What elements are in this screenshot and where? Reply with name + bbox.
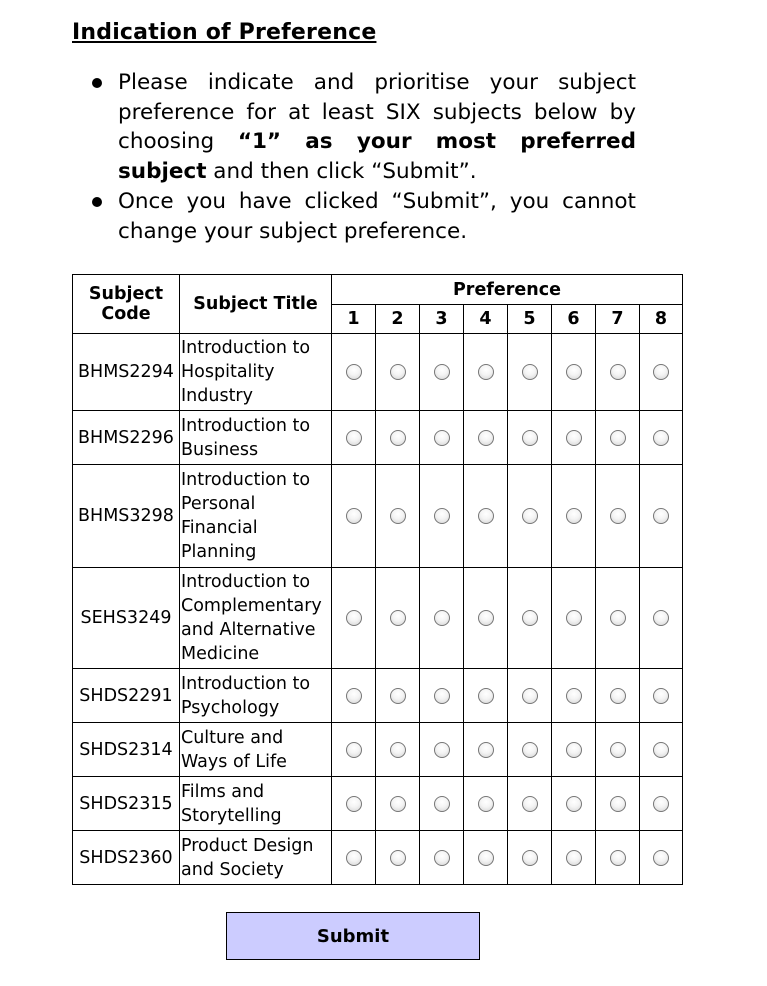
preference-cell [508,334,552,411]
preference-radio-8[interactable] [653,850,669,866]
table-row [73,465,683,568]
preference-cell [508,723,552,777]
preference-radio-3[interactable] [434,742,450,758]
preference-level-3: 3 [420,305,464,334]
instruction-1-emphasis: “1” as your most preferred subject [118,129,636,185]
preference-cell [464,334,508,411]
subject-title: Films and Storytelling [180,777,332,831]
preference-radio-6[interactable] [566,688,582,704]
preference-radio-7[interactable] [610,688,626,704]
preference-cell [332,723,376,777]
preference-radio-5[interactable] [522,850,538,866]
preference-radio-6[interactable] [566,430,582,446]
subject-code: SHDS2360 [73,831,180,885]
subject-title: Introduction to Personal Financial Planning [180,465,332,568]
table-row [73,723,683,777]
preference-cell [596,777,640,831]
subject-code: SHDS2291 [73,669,180,723]
preference-cell [376,411,420,465]
preference-radio-5[interactable] [522,796,538,812]
preference-radio-1[interactable] [346,688,362,704]
preference-radio-8[interactable] [653,796,669,812]
preference-radio-8[interactable] [653,688,669,704]
preference-radio-2[interactable] [390,430,406,446]
preference-radio-5[interactable] [522,688,538,704]
subject-title: Introduction to Business [180,411,332,465]
preference-radio-4[interactable] [478,508,494,524]
preference-cell [420,723,464,777]
preference-cell [420,411,464,465]
preference-cell [464,777,508,831]
preference-radio-8[interactable] [653,430,669,446]
subject-code: BHMS2294 [73,334,180,411]
preference-cell [552,465,596,568]
preference-cell [332,777,376,831]
table-body [73,334,683,885]
preference-cell [508,669,552,723]
preference-cell [640,669,683,723]
preference-radio-3[interactable] [434,850,450,866]
header-subject-code: Subject Code [73,275,180,334]
preference-cell [596,723,640,777]
submit-button[interactable]: Submit [226,912,480,960]
subject-code: BHMS2296 [73,411,180,465]
preference-radio-4[interactable] [478,610,494,626]
preference-cell [552,411,596,465]
subject-title: Introduction to Complementary and Alternative Medicine [180,568,332,669]
subject-title: Culture and Ways of Life [180,723,332,777]
preference-radio-2[interactable] [390,742,406,758]
header-subject-title: Subject Title [180,275,332,334]
header-preference: Preference [332,275,683,305]
preference-cell [332,334,376,411]
preference-level-2: 2 [376,305,420,334]
preference-radio-6[interactable] [566,850,582,866]
preference-radio-2[interactable] [390,508,406,524]
instruction-2-text: Once you have clicked “Submit”, you cannot change your subject preference. [118,188,636,244]
preference-cell [376,777,420,831]
preference-cell [464,669,508,723]
preference-radio-1[interactable] [346,796,362,812]
subject-code: SHDS2314 [73,723,180,777]
preference-radio-1[interactable] [346,742,362,758]
preference-radio-7[interactable] [610,850,626,866]
preference-cell [596,568,640,669]
preference-level-5: 5 [508,305,552,334]
preference-cell [332,831,376,885]
preference-radio-5[interactable] [522,508,538,524]
preference-cell [596,334,640,411]
preference-cell [332,465,376,568]
table-row [73,831,683,885]
preference-radio-8[interactable] [653,742,669,758]
preference-cell [420,777,464,831]
preference-radio-8[interactable] [653,508,669,524]
preference-radio-5[interactable] [522,610,538,626]
preference-radio-6[interactable] [566,796,582,812]
preference-radio-7[interactable] [610,430,626,446]
preference-radio-2[interactable] [390,364,406,380]
instruction-1-text: Please indicate and prioritise your subject preference for at least SIX subjects below by choosing [118,70,636,155]
subject-code: SHDS2315 [73,777,180,831]
preference-cell [376,723,420,777]
preference-radio-3[interactable] [434,796,450,812]
preference-radio-5[interactable] [522,430,538,446]
preference-radio-3[interactable] [434,610,450,626]
subject-title: Introduction to Hospitality Industry [180,334,332,411]
preference-cell [552,334,596,411]
preference-cell [640,777,683,831]
preference-table [72,274,683,885]
preference-radio-4[interactable] [478,796,494,812]
preference-cell [640,465,683,568]
preference-radio-2[interactable] [390,610,406,626]
preference-radio-4[interactable] [478,850,494,866]
preference-cell [464,831,508,885]
preference-radio-2[interactable] [390,688,406,704]
preference-cell [332,568,376,669]
preference-cell [640,568,683,669]
preference-level-7: 7 [596,305,640,334]
preference-level-4: 4 [464,305,508,334]
instruction-1-text-end: and then click “Submit”. [206,159,477,185]
preference-cell [420,568,464,669]
preference-radio-7[interactable] [610,742,626,758]
preference-level-1: 1 [332,305,376,334]
preference-cell [464,411,508,465]
preference-cell [552,831,596,885]
preference-cell [376,465,420,568]
table-row [73,411,683,465]
table-row [73,334,683,411]
preference-cell [552,568,596,669]
instruction-item-1 [88,68,636,187]
preference-cell [508,777,552,831]
preference-radio-3[interactable] [434,688,450,704]
preference-radio-7[interactable] [610,508,626,524]
preference-radio-8[interactable] [653,610,669,626]
preference-cell [552,777,596,831]
preference-cell [552,723,596,777]
preference-cell [376,568,420,669]
preference-level-8: 8 [640,305,683,334]
preference-cell [376,334,420,411]
preference-radio-6[interactable] [566,610,582,626]
preference-radio-8[interactable] [653,364,669,380]
preference-radio-6[interactable] [566,364,582,380]
table-row [73,568,683,669]
preference-cell [508,568,552,669]
subject-title: Introduction to Psychology [180,669,332,723]
preference-radio-2[interactable] [390,850,406,866]
preference-radio-7[interactable] [610,364,626,380]
preference-radio-6[interactable] [566,508,582,524]
preference-radio-5[interactable] [522,742,538,758]
subject-code: SEHS3249 [73,568,180,669]
preference-cell [464,465,508,568]
preference-radio-1[interactable] [346,364,362,380]
preference-cell [508,411,552,465]
preference-cell [420,465,464,568]
preference-cell [420,831,464,885]
preference-cell [596,831,640,885]
preference-cell [552,669,596,723]
preference-cell [596,465,640,568]
preference-radio-1[interactable] [346,850,362,866]
preference-cell [376,831,420,885]
table-row [73,777,683,831]
table-row [73,669,683,723]
preference-cell [508,831,552,885]
preference-cell [640,411,683,465]
preference-cell [420,669,464,723]
preference-radio-1[interactable] [346,430,362,446]
preference-cell [640,831,683,885]
preference-cell [508,465,552,568]
preference-radio-1[interactable] [346,508,362,524]
preference-cell [332,669,376,723]
preference-cell [376,669,420,723]
preference-radio-1[interactable] [346,610,362,626]
preference-cell [596,669,640,723]
subject-code: BHMS3298 [73,465,180,568]
instruction-item-2 [88,187,636,246]
preference-cell [420,334,464,411]
preference-level-6: 6 [552,305,596,334]
preference-radio-5[interactable] [522,364,538,380]
preference-radio-2[interactable] [390,796,406,812]
preference-radio-4[interactable] [478,430,494,446]
preference-cell [640,723,683,777]
instructions-list [88,68,636,246]
preference-radio-7[interactable] [610,796,626,812]
preference-radio-3[interactable] [434,430,450,446]
preference-cell [464,568,508,669]
preference-cell [596,411,640,465]
preference-radio-6[interactable] [566,742,582,758]
preference-cell [332,411,376,465]
subject-title: Product Design and Society [180,831,332,885]
preference-cell [640,334,683,411]
preference-radio-7[interactable] [610,610,626,626]
preference-radio-4[interactable] [478,364,494,380]
page-title: Indication of Preference [72,20,377,45]
preference-radio-3[interactable] [434,364,450,380]
preference-radio-4[interactable] [478,742,494,758]
preference-cell [464,723,508,777]
preference-radio-4[interactable] [478,688,494,704]
preference-radio-3[interactable] [434,508,450,524]
